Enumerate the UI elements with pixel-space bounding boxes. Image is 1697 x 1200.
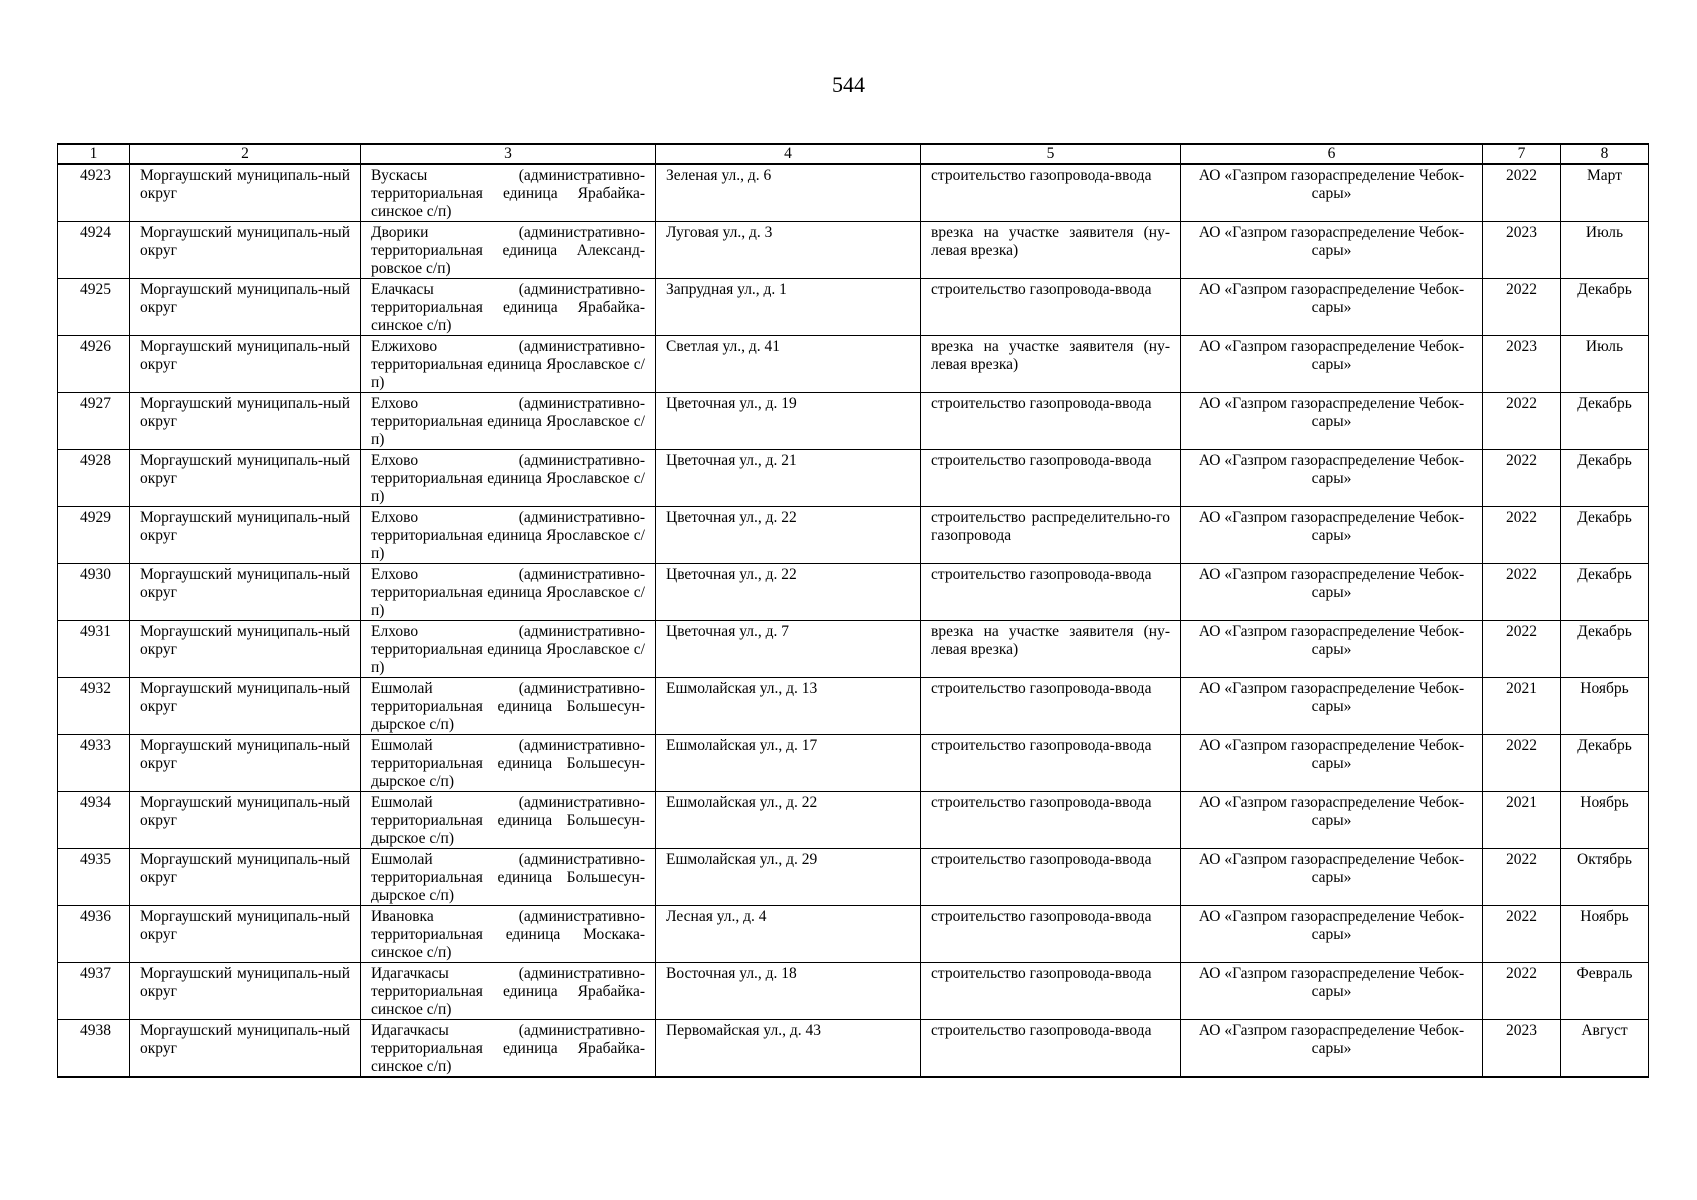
cell-address: Цветочная ул., д. 19 — [656, 393, 921, 450]
cell-settlement: Ивановка (административно-территориальная единица Москака-синское с/п) — [361, 906, 656, 963]
cell-address: Цветочная ул., д. 7 — [656, 621, 921, 678]
cell-district: Моргаушский муниципаль-ный округ — [130, 450, 361, 507]
cell-work-type: строительство газопровода-ввода — [921, 963, 1181, 1020]
cell-year: 2021 — [1483, 792, 1561, 849]
cell-address: Зеленая ул., д. 6 — [656, 164, 921, 222]
table-row — [58, 564, 1649, 621]
cell-work-type: строительство газопровода-ввода — [921, 164, 1181, 222]
cell-work-type: врезка на участке заявителя (ну-левая врезка) — [921, 336, 1181, 393]
cell-row-number: 4928 — [58, 450, 130, 507]
table-row — [58, 507, 1649, 564]
cell-work-type: строительство газопровода-ввода — [921, 450, 1181, 507]
column-header: 2 — [130, 144, 361, 164]
table-row — [58, 1020, 1649, 1078]
cell-month: Ноябрь — [1561, 678, 1649, 735]
column-header: 8 — [1561, 144, 1649, 164]
cell-year: 2022 — [1483, 963, 1561, 1020]
cell-district: Моргаушский муниципаль-ный округ — [130, 564, 361, 621]
cell-month: Июль — [1561, 336, 1649, 393]
table-row — [58, 792, 1649, 849]
cell-row-number: 4937 — [58, 963, 130, 1020]
cell-organization: АО «Газпром газораспределение Чебок-сары» — [1181, 279, 1483, 336]
cell-year: 2022 — [1483, 564, 1561, 621]
cell-settlement: Ешмолай (административно-территориальная единица Большесун-дырское с/п) — [361, 792, 656, 849]
cell-year: 2022 — [1483, 279, 1561, 336]
cell-year: 2022 — [1483, 906, 1561, 963]
cell-settlement: Елхово (административно-территориальная единица Ярославское с/п) — [361, 621, 656, 678]
cell-organization: АО «Газпром газораспределение Чебок-сары» — [1181, 906, 1483, 963]
cell-district: Моргаушский муниципаль-ный округ — [130, 792, 361, 849]
cell-organization: АО «Газпром газораспределение Чебок-сары» — [1181, 849, 1483, 906]
cell-year: 2022 — [1483, 849, 1561, 906]
cell-district: Моргаушский муниципаль-ный округ — [130, 1020, 361, 1078]
cell-row-number: 4936 — [58, 906, 130, 963]
cell-month: Декабрь — [1561, 279, 1649, 336]
cell-year: 2022 — [1483, 621, 1561, 678]
cell-settlement: Елхово (административно-территориальная единица Ярославское с/п) — [361, 564, 656, 621]
cell-work-type: строительство газопровода-ввода — [921, 735, 1181, 792]
table-row — [58, 279, 1649, 336]
cell-work-type: строительство газопровода-ввода — [921, 564, 1181, 621]
cell-year: 2023 — [1483, 336, 1561, 393]
cell-organization: АО «Газпром газораспределение Чебок-сары» — [1181, 564, 1483, 621]
cell-work-type: строительство газопровода-ввода — [921, 393, 1181, 450]
cell-work-type: строительство газопровода-ввода — [921, 678, 1181, 735]
cell-district: Моргаушский муниципаль-ный округ — [130, 279, 361, 336]
cell-organization: АО «Газпром газораспределение Чебок-сары» — [1181, 222, 1483, 279]
column-header: 4 — [656, 144, 921, 164]
cell-district: Моргаушский муниципаль-ный округ — [130, 963, 361, 1020]
cell-row-number: 4923 — [58, 164, 130, 222]
cell-row-number: 4925 — [58, 279, 130, 336]
cell-organization: АО «Газпром газораспределение Чебок-сары» — [1181, 963, 1483, 1020]
cell-district: Моргаушский муниципаль-ный округ — [130, 222, 361, 279]
cell-year: 2023 — [1483, 1020, 1561, 1078]
cell-address: Цветочная ул., д. 21 — [656, 450, 921, 507]
cell-year: 2023 — [1483, 222, 1561, 279]
cell-organization: АО «Газпром газораспределение Чебок-сары» — [1181, 336, 1483, 393]
cell-district: Моргаушский муниципаль-ный округ — [130, 336, 361, 393]
cell-settlement: Елачкасы (административно-территориальная единица Ярабайка-синское с/п) — [361, 279, 656, 336]
cell-address: Ешмолайская ул., д. 22 — [656, 792, 921, 849]
cell-organization: АО «Газпром газораспределение Чебок-сары» — [1181, 792, 1483, 849]
cell-month: Декабрь — [1561, 393, 1649, 450]
cell-organization: АО «Газпром газораспределение Чебок-сары» — [1181, 393, 1483, 450]
cell-row-number: 4926 — [58, 336, 130, 393]
table-row — [58, 336, 1649, 393]
cell-address: Ешмолайская ул., д. 29 — [656, 849, 921, 906]
table-row — [58, 906, 1649, 963]
cell-row-number: 4924 — [58, 222, 130, 279]
cell-organization: АО «Газпром газораспределение Чебок-сары» — [1181, 678, 1483, 735]
cell-address: Ешмолайская ул., д. 17 — [656, 735, 921, 792]
cell-month: Ноябрь — [1561, 906, 1649, 963]
table-row — [58, 450, 1649, 507]
cell-settlement: Идагачкасы (административно-территориальная единица Ярабайка-синское с/п) — [361, 1020, 656, 1078]
column-header: 1 — [58, 144, 130, 164]
cell-work-type: строительство газопровода-ввода — [921, 279, 1181, 336]
registry-table — [57, 143, 1649, 1078]
table-row — [58, 164, 1649, 222]
cell-row-number: 4930 — [58, 564, 130, 621]
cell-district: Моргаушский муниципаль-ный округ — [130, 621, 361, 678]
cell-row-number: 4933 — [58, 735, 130, 792]
header-row — [58, 144, 1649, 164]
cell-address: Лесная ул., д. 4 — [656, 906, 921, 963]
table-row — [58, 849, 1649, 906]
table-row — [58, 222, 1649, 279]
cell-month: Декабрь — [1561, 450, 1649, 507]
column-header: 3 — [361, 144, 656, 164]
cell-work-type: строительство газопровода-ввода — [921, 792, 1181, 849]
column-header: 5 — [921, 144, 1181, 164]
cell-settlement: Вускасы (административно-территориальная единица Ярабайка-синское с/п) — [361, 164, 656, 222]
column-header: 7 — [1483, 144, 1561, 164]
cell-row-number: 4938 — [58, 1020, 130, 1078]
cell-month: Декабрь — [1561, 564, 1649, 621]
cell-organization: АО «Газпром газораспределение Чебок-сары» — [1181, 735, 1483, 792]
cell-row-number: 4931 — [58, 621, 130, 678]
cell-address: Светлая ул., д. 41 — [656, 336, 921, 393]
cell-month: Август — [1561, 1020, 1649, 1078]
cell-row-number: 4934 — [58, 792, 130, 849]
cell-district: Моргаушский муниципаль-ный округ — [130, 849, 361, 906]
cell-month: Октябрь — [1561, 849, 1649, 906]
cell-settlement: Дворики (административно-территориальная единица Александ-ровское с/п) — [361, 222, 656, 279]
table-row — [58, 678, 1649, 735]
cell-organization: АО «Газпром газораспределение Чебок-сары» — [1181, 621, 1483, 678]
cell-district: Моргаушский муниципаль-ный округ — [130, 906, 361, 963]
cell-address: Луговая ул., д. 3 — [656, 222, 921, 279]
cell-row-number: 4932 — [58, 678, 130, 735]
cell-row-number: 4935 — [58, 849, 130, 906]
cell-address: Восточная ул., д. 18 — [656, 963, 921, 1020]
cell-address: Цветочная ул., д. 22 — [656, 507, 921, 564]
cell-district: Моргаушский муниципаль-ный округ — [130, 507, 361, 564]
cell-settlement: Елхово (административно-территориальная единица Ярославское с/п) — [361, 450, 656, 507]
cell-year: 2022 — [1483, 735, 1561, 792]
cell-work-type: строительство газопровода-ввода — [921, 906, 1181, 963]
cell-address: Первомайская ул., д. 43 — [656, 1020, 921, 1078]
table-row — [58, 621, 1649, 678]
cell-settlement: Елхово (административно-территориальная единица Ярославское с/п) — [361, 507, 656, 564]
cell-settlement: Идагачкасы (административно-территориальная единица Ярабайка-синское с/п) — [361, 963, 656, 1020]
cell-organization: АО «Газпром газораспределение Чебок-сары» — [1181, 507, 1483, 564]
table-row — [58, 735, 1649, 792]
cell-year: 2022 — [1483, 507, 1561, 564]
cell-settlement: Ешмолай (административно-территориальная единица Большесун-дырское с/п) — [361, 678, 656, 735]
cell-work-type: строительство распределительно-го газопровода — [921, 507, 1181, 564]
cell-organization: АО «Газпром газораспределение Чебок-сары» — [1181, 164, 1483, 222]
cell-year: 2022 — [1483, 393, 1561, 450]
cell-district: Моргаушский муниципаль-ный округ — [130, 393, 361, 450]
cell-settlement: Ешмолай (административно-территориальная единица Большесун-дырское с/п) — [361, 735, 656, 792]
column-header: 6 — [1181, 144, 1483, 164]
cell-month: Декабрь — [1561, 621, 1649, 678]
cell-month: Декабрь — [1561, 735, 1649, 792]
cell-address: Ешмолайская ул., д. 13 — [656, 678, 921, 735]
cell-address: Цветочная ул., д. 22 — [656, 564, 921, 621]
cell-row-number: 4929 — [58, 507, 130, 564]
cell-month: Март — [1561, 164, 1649, 222]
cell-year: 2022 — [1483, 450, 1561, 507]
cell-month: Ноябрь — [1561, 792, 1649, 849]
cell-organization: АО «Газпром газораспределение Чебок-сары» — [1181, 450, 1483, 507]
table-row — [58, 963, 1649, 1020]
cell-month: Февраль — [1561, 963, 1649, 1020]
cell-organization: АО «Газпром газораспределение Чебок-сары» — [1181, 1020, 1483, 1078]
page-number: 544 — [832, 72, 865, 97]
cell-address: Запрудная ул., д. 1 — [656, 279, 921, 336]
cell-settlement: Елхово (административно-территориальная единица Ярославское с/п) — [361, 393, 656, 450]
cell-settlement: Елжихово (административно-территориальная единица Ярославское с/п) — [361, 336, 656, 393]
cell-work-type: строительство газопровода-ввода — [921, 1020, 1181, 1078]
cell-district: Моргаушский муниципаль-ный округ — [130, 678, 361, 735]
cell-district: Моргаушский муниципаль-ный округ — [130, 164, 361, 222]
cell-work-type: врезка на участке заявителя (ну-левая врезка) — [921, 222, 1181, 279]
cell-month: Декабрь — [1561, 507, 1649, 564]
table-row — [58, 393, 1649, 450]
cell-work-type: строительство газопровода-ввода — [921, 849, 1181, 906]
cell-district: Моргаушский муниципаль-ный округ — [130, 735, 361, 792]
cell-month: Июль — [1561, 222, 1649, 279]
cell-row-number: 4927 — [58, 393, 130, 450]
cell-work-type: врезка на участке заявителя (ну-левая врезка) — [921, 621, 1181, 678]
cell-year: 2022 — [1483, 164, 1561, 222]
cell-year: 2021 — [1483, 678, 1561, 735]
cell-settlement: Ешмолай (административно-территориальная единица Большесун-дырское с/п) — [361, 849, 656, 906]
